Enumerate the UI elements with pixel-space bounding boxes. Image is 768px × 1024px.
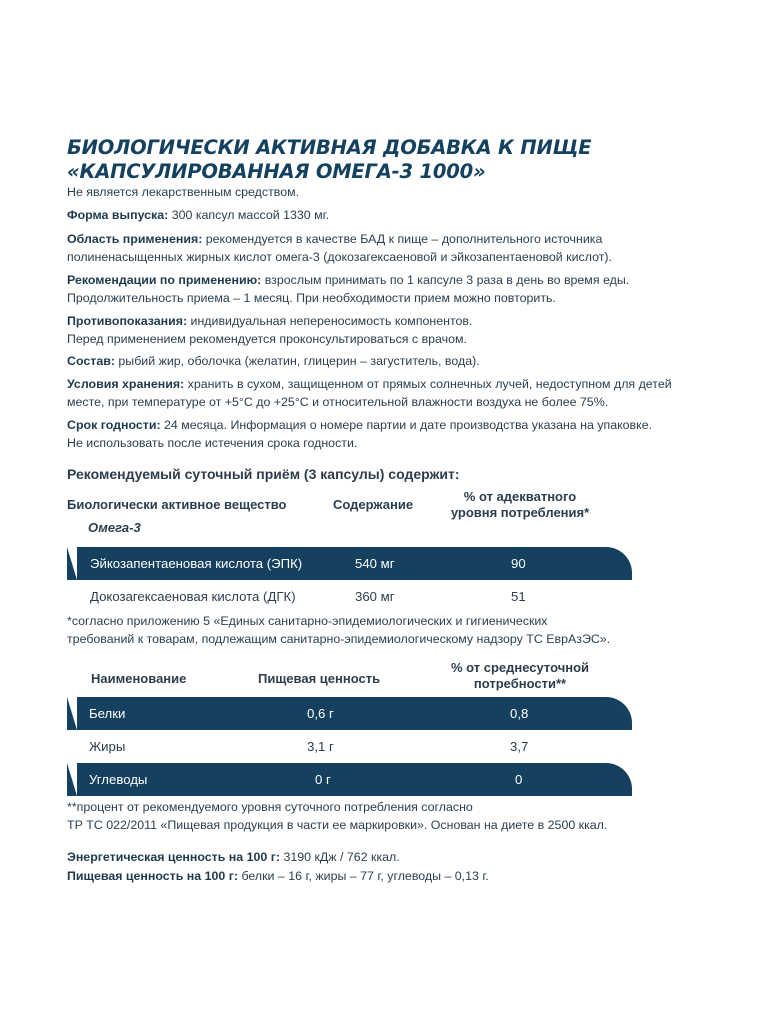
nutrition-footnote-line-1: **процент от рекомендуемого уровня суточного потребления согласно	[67, 800, 473, 814]
area-text-2: полиненасыщенных жирных кислот омега-3 (докозагексаеновой и эйкозапентаеновой кислот).	[67, 249, 612, 264]
energy-label: Энергетическая ценность на 100 г:	[67, 850, 281, 864]
header-percent-line-1: % от адекватного	[463, 489, 577, 504]
row-percent: 0	[515, 772, 523, 787]
row-name: Докозагексаеновая кислота (ДГК)	[90, 589, 296, 604]
usage-text-2: Продолжительность приема – 1 месяц. При необходимости прием можно повторить.	[67, 290, 556, 305]
header-name: Наименование	[91, 671, 187, 686]
storage-text-1: хранить в сухом, защищенном от прямых солнечных лучей, недоступном для детей	[184, 377, 672, 391]
row-name: Эйкозапентаеновая кислота (ЭПК)	[90, 556, 303, 571]
storage-label: Условия хранения:	[67, 377, 185, 391]
header-content: Содержание	[333, 497, 414, 512]
food-value-label: Пищевая ценность на 100 г:	[67, 869, 239, 883]
contra-text-1: индивидуальная непереносимость компонентов.	[187, 314, 473, 328]
area-text-1: рекомендуется в качестве БАД к пище – дополнительного источника	[202, 232, 603, 246]
table-row	[67, 547, 632, 580]
row-percent: 51	[511, 589, 526, 604]
row-value: 3,1 г	[307, 739, 334, 754]
row-value: 0 г	[315, 772, 331, 787]
row-name: Белки	[89, 706, 126, 721]
contra-label: Противопоказания:	[67, 314, 188, 328]
header-percent-daily	[425, 660, 615, 692]
row-value: 0,6 г	[307, 706, 334, 721]
title-line-1: БИОЛОГИЧЕСКИ АКТИВНАЯ ДОБАВКА К ПИЩЕ	[67, 136, 592, 159]
area-section	[67, 231, 717, 266]
food-value-text: белки – 16 г, жиры – 77 г, углеводы – 0,13 г.	[238, 869, 489, 883]
row-amount: 360 мг	[355, 589, 395, 604]
composition-label: Состав:	[67, 354, 115, 368]
daily-heading: Рекомендуемый суточный приём (3 капсулы) содержит:	[67, 466, 460, 482]
row-name: Углеводы	[89, 772, 148, 787]
omega-group-label: Омега-3	[88, 520, 141, 535]
composition-section	[67, 353, 717, 371]
disclaimer: Не является лекарственным средством.	[67, 185, 300, 199]
row-percent: 3,7	[510, 739, 529, 754]
nutrition-footnote	[67, 799, 727, 834]
row-percent: 0,8	[510, 706, 529, 721]
daily-footnote-line-1: *согласно приложению 5 «Единых санитарно-эпидемиологических и гигиенических	[67, 614, 548, 628]
daily-footnote	[67, 613, 727, 648]
area-label: Область применения:	[67, 232, 203, 246]
title-line-2: «КАПСУЛИРОВАННАЯ ОМЕГА-3 1000»	[67, 160, 486, 183]
contra-text-2: Перед применением рекомендуется проконсультироваться с врачом.	[67, 331, 467, 346]
row-amount: 540 мг	[355, 556, 395, 571]
usage-text-1: взрослым принимать по 1 капсуле 3 раза в день во время еды.	[261, 273, 630, 287]
daily-footnote-line-2: требований к товарам, подлежащим санитарно-эпидемиологическому надзору ТС ЕврАзЭС».	[67, 631, 611, 646]
food-value	[67, 867, 727, 886]
form-text: 300 капсул массой 1330 мг.	[168, 208, 330, 222]
header-percent-daily-line-2: потребности**	[473, 676, 567, 691]
header-value: Пищевая ценность	[258, 671, 381, 686]
row-name: Жиры	[89, 739, 126, 754]
composition-text: рыбий жир, оболочка (желатин, глицерин – загуститель, вода).	[114, 354, 480, 368]
header-percent-adequate	[430, 489, 610, 521]
form-label: Форма выпуска:	[67, 208, 169, 222]
header-substance: Биологически активное вещество	[67, 497, 287, 512]
nutrition-footnote-line-2: ТР ТС 022/2011 «Пищевая продукция в части ее маркировки». Основан на диете в 2500 ккал.	[67, 817, 608, 832]
storage-text-2: месте, при температуре от +5°С до +25°С и относительной влажности воздуха не более 75%.	[67, 394, 609, 409]
table-row	[67, 697, 632, 730]
form-section	[67, 207, 717, 225]
table-row	[67, 763, 632, 796]
shelf-section	[67, 417, 717, 452]
contra-section	[67, 313, 717, 348]
shelf-text-2: Не использовать после истечения срока годности.	[67, 435, 358, 450]
table-row	[67, 730, 632, 763]
header-percent-daily-line-1: % от среднесуточной	[450, 660, 590, 675]
shelf-text-1: 24 месяца. Информация о номере партии и дате производства указана на упаковке.	[160, 418, 653, 432]
product-title	[67, 136, 707, 184]
shelf-label: Срок годности:	[67, 418, 161, 432]
energy-value	[67, 848, 727, 867]
table-row	[67, 580, 632, 613]
usage-label: Рекомендации по применению:	[67, 273, 262, 287]
usage-section	[67, 272, 717, 307]
row-percent: 90	[511, 556, 526, 571]
storage-section	[67, 376, 717, 411]
header-percent-line-2: уровня потребления*	[450, 505, 590, 520]
energy-text: 3190 кДж / 762 ккал.	[280, 850, 400, 864]
